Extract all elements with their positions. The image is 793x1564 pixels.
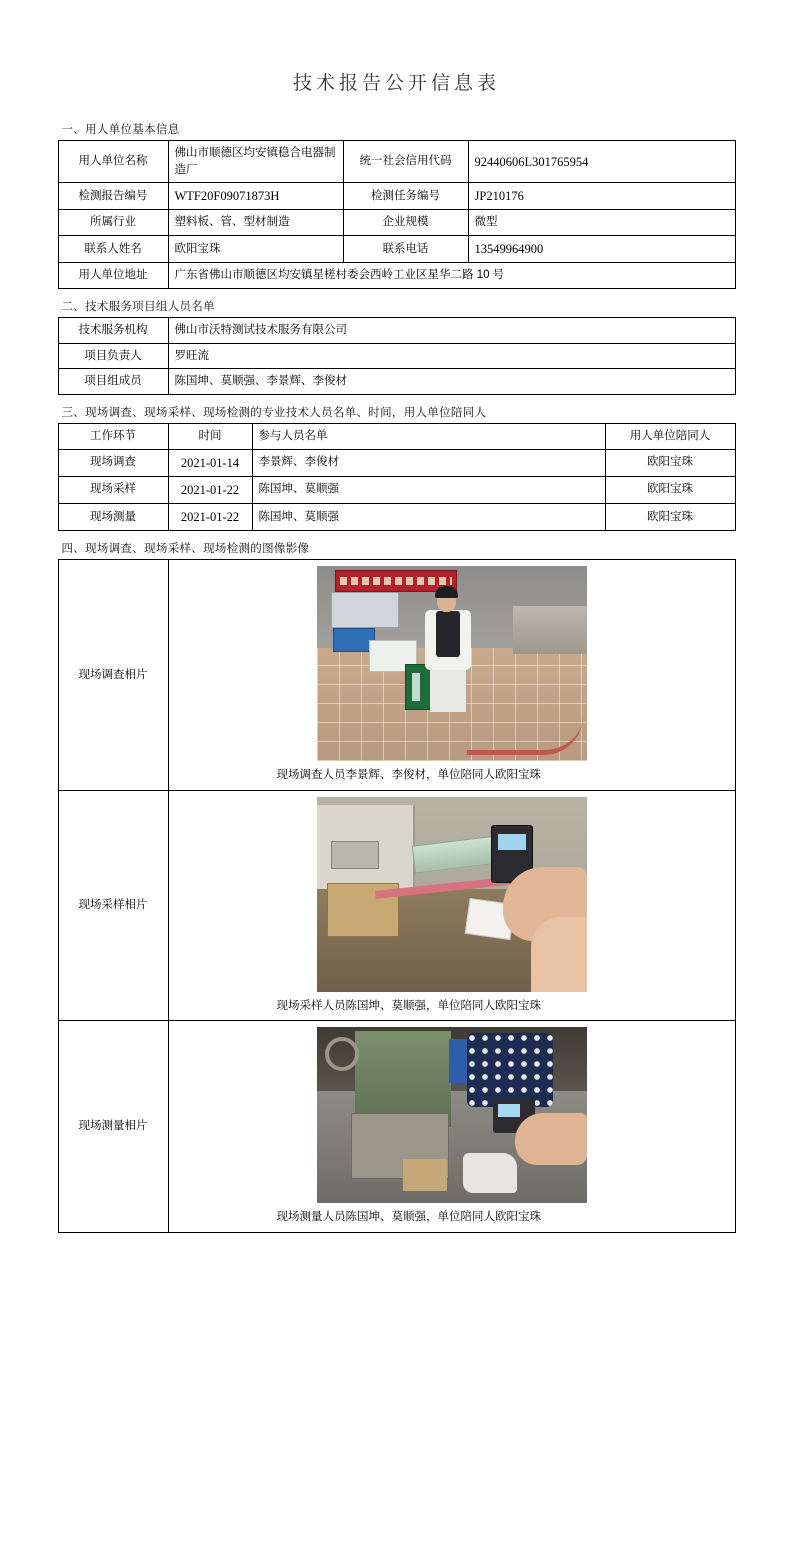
cell-date: 2021-01-14 [168, 449, 252, 476]
document-body [58, 95, 736, 1233]
document-page [0, 68, 793, 1564]
photo-cell-investigation [168, 560, 735, 791]
section-3-heading: 三、现场调查、现场采样、现场检测的专业技术人员名单、时间，用人单位陪同人 [61, 406, 487, 419]
photo-row-investigation [58, 560, 735, 791]
field-value-project-members: 陈国坤、莫顺强、李景辉、李俊材 [168, 369, 735, 395]
photo-wrapper-investigation [169, 560, 735, 763]
field-value-scale: 微型 [468, 210, 735, 236]
photo-arm [531, 917, 587, 992]
field-value-project-leader: 罗旺流 [168, 343, 735, 369]
table-row [58, 449, 735, 476]
photo-image-investigation [317, 566, 587, 761]
column-header-escort: 用人单位陪同人 [605, 423, 735, 449]
cell-stage: 现场采样 [58, 476, 168, 503]
table-row [58, 236, 735, 263]
cell-stage: 现场测量 [58, 503, 168, 530]
photo-caption-measurement: 现场测量人员陈国坤、莫顺强，单位陪同人欧阳宝珠 [276, 1211, 541, 1224]
field-label-contact-phone: 联系电话 [343, 236, 468, 263]
field-value-contact-phone: 13549964900 [468, 236, 735, 263]
table-row [58, 369, 735, 395]
table-row [58, 141, 735, 183]
table-row [58, 503, 735, 530]
table-row [58, 210, 735, 236]
photo-wrapper-sampling [169, 791, 735, 994]
cell-staff: 李景辉、李俊材 [252, 449, 605, 476]
photo-pipe-coil [325, 1037, 359, 1071]
column-header-date: 时间 [168, 423, 252, 449]
photo-label-sampling: 现场采样相片 [58, 790, 168, 1021]
field-label-employer-name: 用人单位名称 [58, 141, 168, 183]
cell-stage: 现场调查 [58, 449, 168, 476]
photo-rubble [513, 606, 587, 654]
photo-person-hair [435, 586, 458, 598]
photo-label-measurement: 现场测量相片 [58, 1021, 168, 1233]
field-label-project-leader: 项目负责人 [58, 343, 168, 369]
field-label-task-no: 检测任务编号 [343, 183, 468, 210]
table-row [58, 343, 735, 369]
onsite-photos-table [58, 559, 736, 1233]
cell-escort: 欧阳宝珠 [605, 476, 735, 503]
field-value-credit-code: 92440606L301765954 [468, 141, 735, 183]
table-row [58, 263, 735, 289]
photo-shelf [331, 592, 399, 628]
photo-person-legs [430, 666, 466, 712]
field-label-industry: 所属行业 [58, 210, 168, 236]
section-4-heading: 四、现场调查、现场采样、现场检测的图像影像 [61, 543, 310, 555]
photo-cell-measurement [168, 1021, 735, 1233]
table-row [58, 317, 735, 343]
table-row [58, 476, 735, 503]
field-label-report-no: 检测报告编号 [58, 183, 168, 210]
cell-escort: 欧阳宝珠 [605, 503, 735, 530]
section-1-heading: 一、用人单位基本信息 [61, 124, 180, 136]
cell-staff: 陈国坤、莫顺强 [252, 503, 605, 530]
photo-label-investigation: 现场调查相片 [58, 560, 168, 791]
table-row [58, 183, 735, 210]
onsite-schedule-table [58, 423, 736, 531]
field-value-report-no: WTF20F09071873H [168, 183, 343, 210]
cell-date: 2021-01-22 [168, 476, 252, 503]
column-header-staff: 参与人员名单 [252, 423, 605, 449]
page-title: 技术报告公开信息表 [292, 73, 500, 94]
field-value-task-no: JP210176 [468, 183, 735, 210]
field-label-scale: 企业规模 [343, 210, 468, 236]
cell-escort: 欧阳宝珠 [605, 449, 735, 476]
photo-image-measurement [317, 1027, 587, 1203]
photo-worker-clothing [467, 1033, 553, 1107]
photo-caption-investigation: 现场调查人员李景辉、李俊材，单位陪同人欧阳宝珠 [276, 769, 541, 781]
field-value-address: 广东省佛山市顺德区均安镇星槎村委会西岭工业区星华二路 10 号 [168, 263, 735, 289]
field-value-industry: 塑料板、管、型材制造 [168, 210, 343, 236]
photo-cell-sampling [168, 790, 735, 1021]
photo-plastic-bag [463, 1153, 517, 1193]
field-value-employer-name: 佛山市顺德区均安镇稳合电器制造厂 [168, 141, 343, 183]
field-label-credit-code: 统一社会信用代码 [343, 141, 468, 183]
photo-caption-sampling: 现场采样人员陈国坤、莫顺强，单位陪同人欧阳宝珠 [276, 999, 541, 1012]
field-label-contact-name: 联系人姓名 [58, 236, 168, 263]
photo-hand [515, 1113, 587, 1165]
photo-image-sampling [317, 797, 587, 992]
employer-info-table [58, 140, 736, 289]
table-header-row [58, 423, 735, 449]
field-label-address: 用人单位地址 [58, 263, 168, 289]
field-label-service-org: 技术服务机构 [58, 317, 168, 343]
field-value-contact-name: 欧阳宝珠 [168, 236, 343, 263]
cell-date: 2021-01-22 [168, 503, 252, 530]
project-team-table [58, 317, 736, 395]
photo-carton [403, 1159, 447, 1191]
field-label-project-members: 项目组成员 [58, 369, 168, 395]
section-2-heading: 二、技术服务项目组人员名单 [61, 300, 215, 313]
photo-person-vest [436, 611, 460, 657]
column-header-stage: 工作环节 [58, 423, 168, 449]
cell-staff: 陈国坤、莫顺强 [252, 476, 605, 503]
photo-row-sampling [58, 790, 735, 1021]
photo-wrapper-measurement [169, 1021, 735, 1205]
photo-row-measurement [58, 1021, 735, 1233]
field-value-service-org: 佛山市沃特测试技术服务有限公司 [168, 317, 735, 343]
